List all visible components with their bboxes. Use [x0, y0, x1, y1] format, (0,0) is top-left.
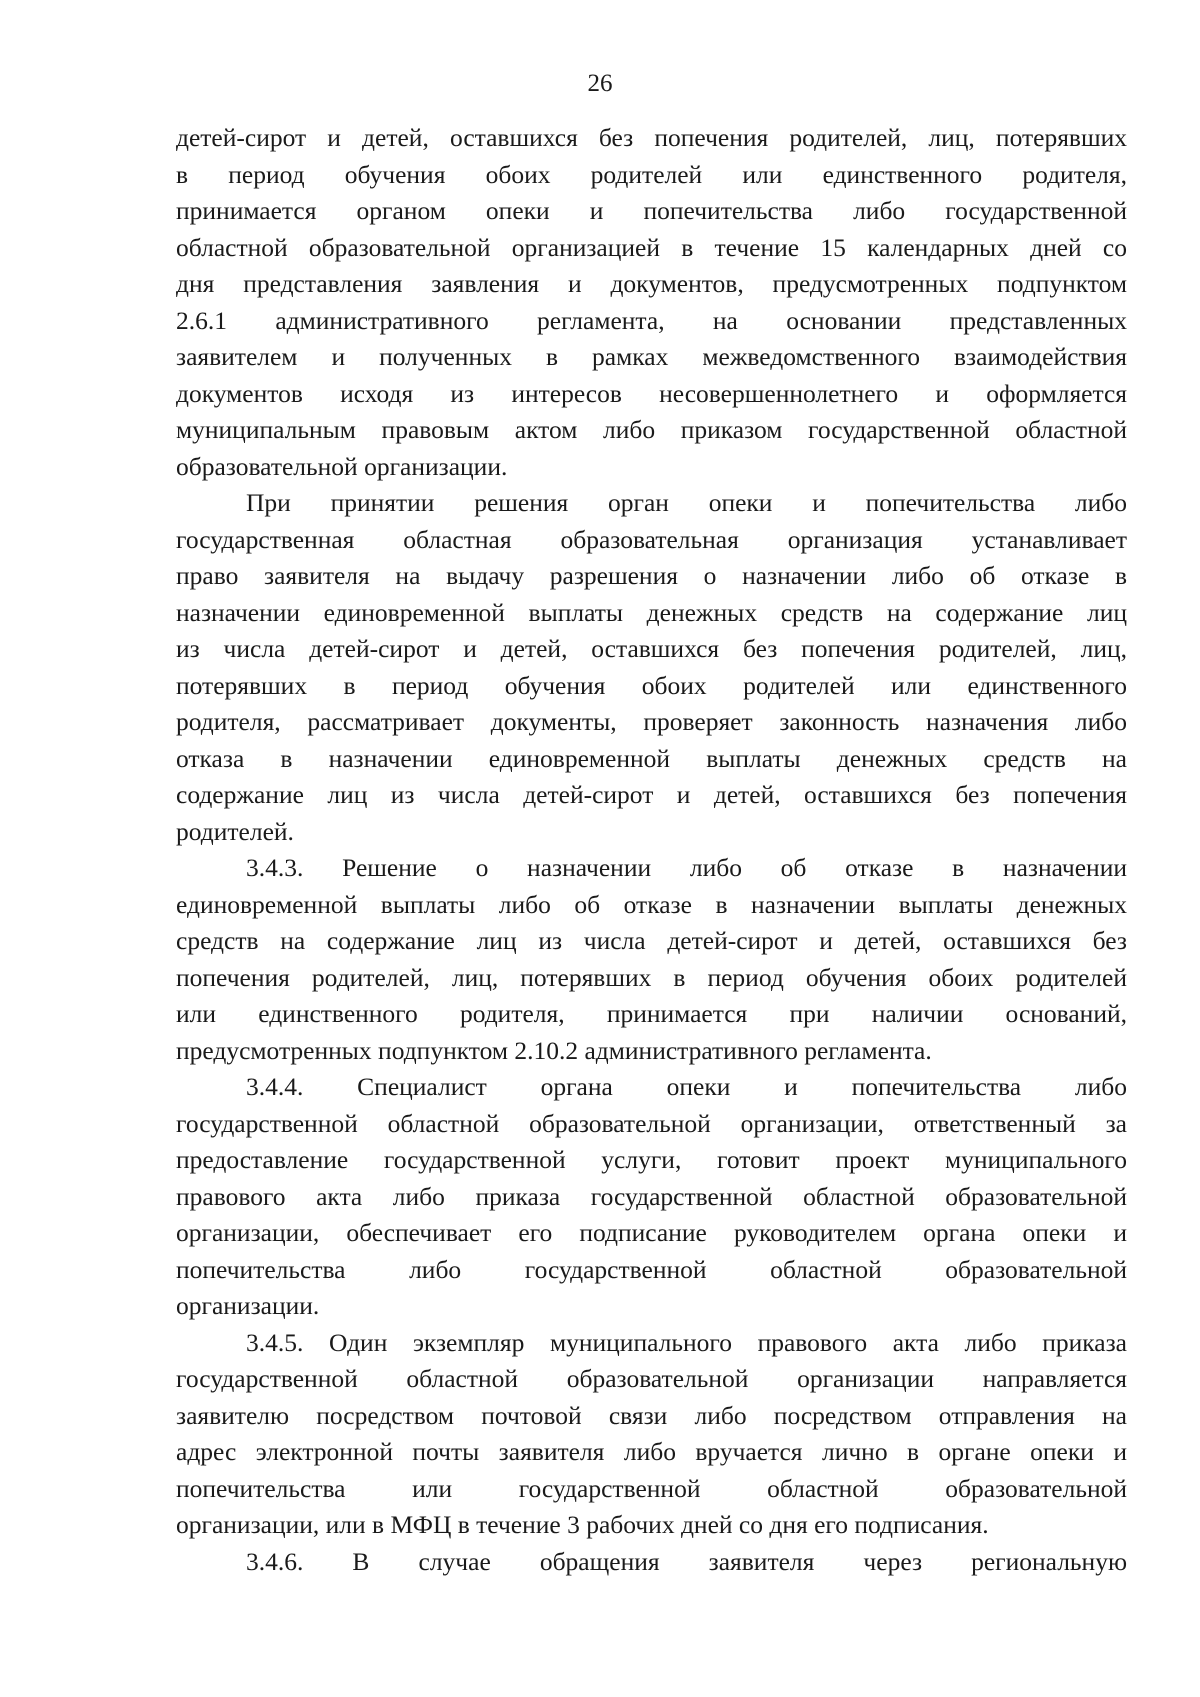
- text-line: организации, обеспечивает его подписание руководителем органа опеки и: [176, 1218, 1127, 1247]
- text-line: принимается органом опеки и попечительства либо государственной: [176, 196, 1127, 225]
- text-line: муниципальным правовым актом либо приказом государственной областной: [176, 415, 1127, 444]
- text-line: заявителю посредством почтовой связи либо посредством отправления на: [176, 1400, 1127, 1430]
- text-line: в период обучения обоих родителей или единственного родителя,: [176, 159, 1127, 189]
- text-line: потерявших в период обучения обоих родителей или единственного: [176, 670, 1127, 700]
- text-line: детей-сирот и детей, оставшихся без попечения родителей, лиц, потерявших: [176, 123, 1127, 152]
- text-line: или единственного родителя, принимается при наличии оснований,: [176, 999, 1127, 1028]
- text-line: заявителем и полученных в рамках межведомственного взаимодействия: [176, 342, 1127, 371]
- text-line: 3.4.4. Специалист органа опеки и попечительства либо: [246, 1072, 1127, 1101]
- text-line: дня представления заявления и документов, предусмотренных подпунктом: [176, 269, 1127, 298]
- text-line: родителя, рассматривает документы, проверяет законность назначения либо: [176, 707, 1127, 736]
- text-line: областной образовательной организацией в течение 15 календарных дней со: [176, 232, 1127, 262]
- text-line: государственная областная образовательная организация устанавливает: [176, 524, 1127, 554]
- paragraph-3-4-6: [176, 1544, 1127, 1581]
- text-line: попечительства или государственной областной образовательной: [176, 1473, 1127, 1503]
- text-line: предусмотренных подпунктом 2.10.2 административного регламента.: [176, 1035, 932, 1065]
- text-line: организации, или в МФЦ в течение 3 рабочих дней со дня его подписания.: [176, 1510, 989, 1539]
- text-line: родителей.: [176, 816, 294, 846]
- document-body: [176, 120, 1127, 1580]
- text-line: государственной областной образовательной организации, ответственный за: [176, 1108, 1127, 1138]
- page-number: 26: [587, 70, 613, 97]
- paragraph-3-4-5: [176, 1325, 1127, 1544]
- text-line: организации.: [176, 1291, 320, 1320]
- text-line: предоставление государственной услуги, готовит проект муниципального: [176, 1145, 1127, 1174]
- text-line: образовательной организации.: [176, 451, 508, 481]
- text-line: попечительства либо государственной областной образовательной: [176, 1254, 1127, 1284]
- text-line: содержание лиц из числа детей-сирот и детей, оставшихся без попечения: [176, 780, 1127, 809]
- text-line: 3.4.5. Один экземпляр муниципального правового акта либо приказа: [246, 1327, 1127, 1357]
- paragraph-decision-rights: [176, 485, 1127, 850]
- text-line: правового акта либо приказа государственной областной образовательной: [176, 1181, 1127, 1211]
- text-line: 3.4.3. Решение о назначении либо об отказе в назначении: [246, 853, 1127, 882]
- text-line: государственной областной образовательной организации направляется: [176, 1364, 1127, 1393]
- text-line: адрес электронной почты заявителя либо вручается лично в органе опеки и: [176, 1437, 1127, 1466]
- text-line: назначении единовременной выплаты денежных средств на содержание лиц: [176, 597, 1127, 627]
- text-line: попечения родителей, лиц, потерявших в период обучения обоих родителей: [176, 962, 1127, 992]
- text-line: При принятии решения орган опеки и попечительства либо: [246, 488, 1127, 517]
- text-line: документов исходя из интересов несовершеннолетнего и оформляется: [176, 378, 1127, 408]
- paragraph-continuation: [176, 120, 1127, 485]
- paragraph-3-4-3: [176, 850, 1127, 1069]
- paragraph-3-4-4: [176, 1069, 1127, 1325]
- text-line: из числа детей-сирот и детей, оставшихся без попечения родителей, лиц,: [176, 634, 1127, 663]
- text-line: единовременной выплаты либо об отказе в назначении выплаты денежных: [176, 889, 1127, 919]
- text-line: средств на содержание лиц из числа детей-сирот и детей, оставшихся без: [176, 926, 1127, 955]
- text-line: право заявителя на выдачу разрешения о назначении либо об отказе в: [176, 561, 1127, 590]
- text-line: 2.6.1 административного регламента, на основании представленных: [176, 305, 1127, 335]
- text-line: 3.4.6. В случае обращения заявителя через региональную: [246, 1546, 1127, 1576]
- text-line: отказа в назначении единовременной выплаты денежных средств на: [176, 743, 1127, 773]
